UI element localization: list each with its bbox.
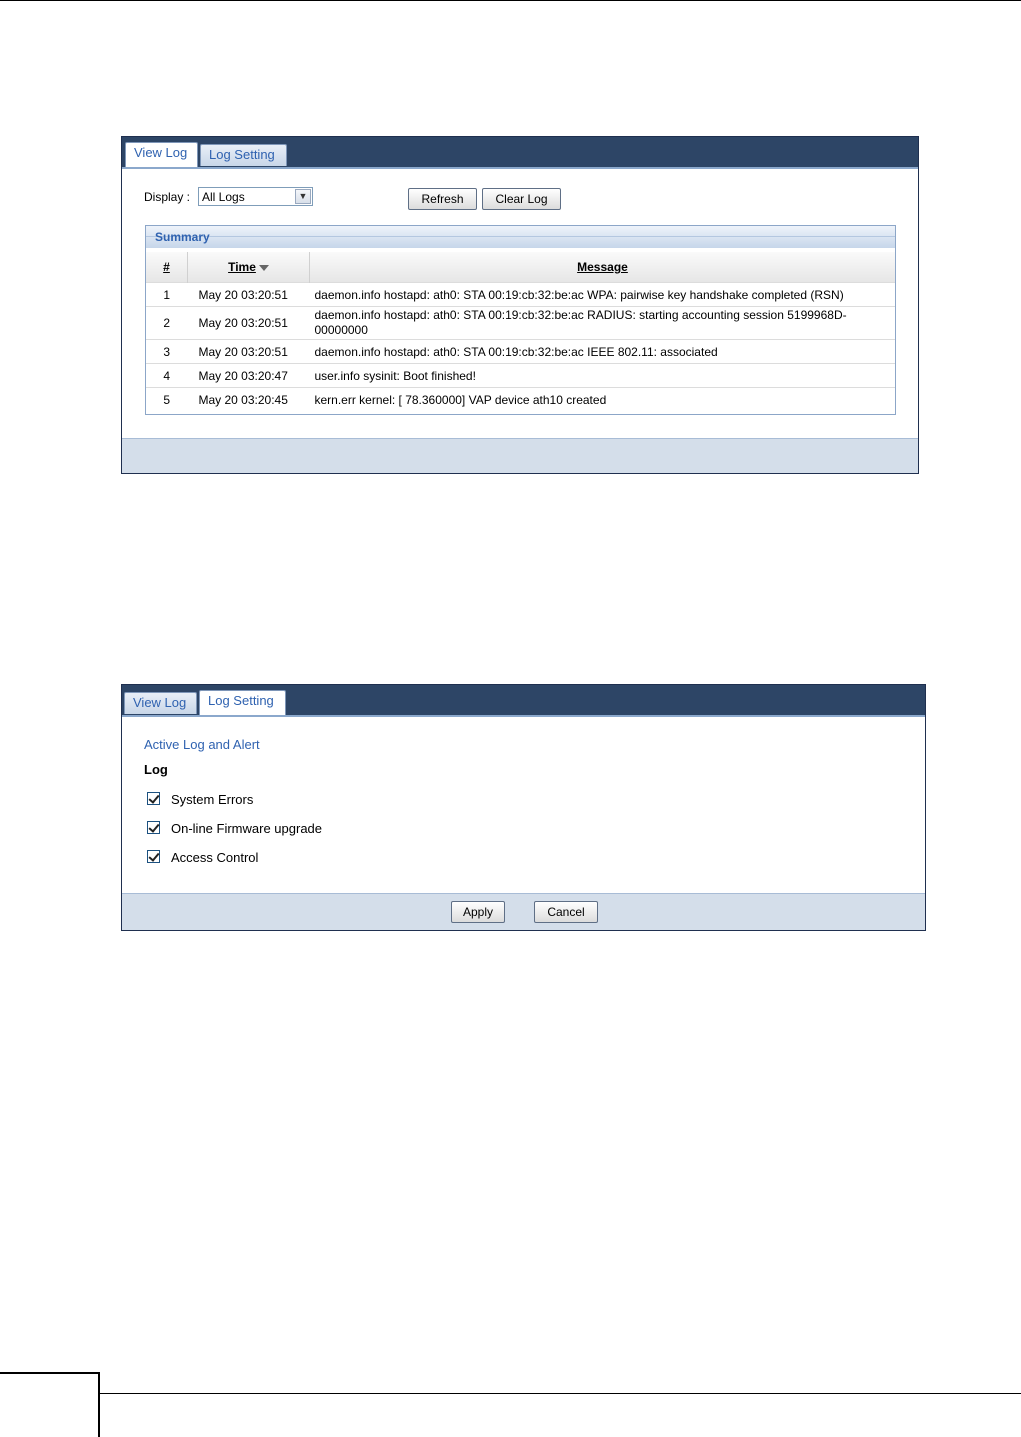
access-control-checkbox[interactable] — [147, 850, 160, 863]
row-message: daemon.info hostapd: ath0: STA 00:19:cb:32:be:ac WPA: pairwise key handshake completed (RSN) — [310, 283, 896, 307]
log-subheading: Log — [144, 762, 168, 777]
row-number: 4 — [146, 364, 188, 388]
sort-descending-icon — [259, 265, 269, 271]
tab-view-log[interactable]: View Log — [125, 142, 198, 167]
column-header-number[interactable]: # — [146, 252, 188, 283]
checkmark-icon — [148, 792, 159, 804]
row-number: 3 — [146, 340, 188, 364]
firmware-upgrade-checkbox[interactable] — [147, 821, 160, 834]
tab-bar — [122, 137, 918, 167]
system-errors-checkbox[interactable] — [147, 792, 160, 805]
row-message: daemon.info hostapd: ath0: STA 00:19:cb:32:be:ac IEEE 802.11: associated — [310, 340, 896, 364]
column-header-time[interactable]: Time — [188, 252, 310, 283]
row-time: May 20 03:20:51 — [188, 307, 310, 340]
row-message: daemon.info hostapd: ath0: STA 00:19:cb:32:be:ac RADIUS: starting accounting session 5199968D-00000000 — [310, 307, 896, 340]
display-label: Display : — [144, 190, 191, 204]
page-top-rule — [0, 0, 1021, 1]
row-message: kern.err kernel: [ 78.360000] VAP device ath10 created — [310, 388, 896, 412]
row-time: May 20 03:20:45 — [188, 388, 310, 412]
tab-log-setting[interactable]: Log Setting — [200, 144, 287, 166]
option-label: Access Control — [171, 850, 259, 865]
column-header-message[interactable]: Message — [310, 252, 896, 283]
tab-underline — [122, 167, 918, 169]
summary-header — [146, 226, 895, 248]
summary-title: Summary — [155, 230, 210, 244]
table-row — [146, 283, 895, 307]
tab-view-log[interactable]: View Log — [124, 692, 197, 714]
summary-section — [145, 225, 896, 415]
tab-bar — [122, 685, 925, 715]
cancel-button[interactable]: Cancel — [534, 901, 598, 923]
table-row — [146, 307, 895, 340]
option-label: On-line Firmware upgrade — [171, 821, 323, 836]
option-label: System Errors — [171, 792, 254, 807]
row-number: 1 — [146, 283, 188, 307]
row-time: May 20 03:20:51 — [188, 283, 310, 307]
panel-footer-bar — [122, 438, 918, 473]
tab-log-setting[interactable]: Log Setting — [199, 690, 286, 715]
row-time: May 20 03:20:51 — [188, 340, 310, 364]
chevron-down-icon[interactable]: ▼ — [295, 189, 311, 204]
row-message: user.info sysinit: Boot finished! — [310, 364, 896, 388]
log-table — [146, 252, 895, 412]
table-row — [146, 340, 895, 364]
tab-underline — [122, 715, 925, 717]
panel-footer-bar — [122, 893, 925, 930]
log-setting-panel — [121, 684, 926, 931]
row-number: 5 — [146, 388, 188, 412]
page-number-box — [0, 1372, 100, 1437]
table-row — [146, 388, 895, 412]
refresh-button[interactable]: Refresh — [408, 188, 477, 210]
page-footer-rule — [99, 1393, 1021, 1394]
row-number: 2 — [146, 307, 188, 340]
table-header-row — [146, 252, 895, 283]
display-select-value: All Logs — [202, 190, 245, 204]
row-time: May 20 03:20:47 — [188, 364, 310, 388]
section-title: Active Log and Alert — [144, 737, 260, 752]
display-select[interactable] — [198, 187, 313, 206]
checkmark-icon — [148, 821, 159, 833]
table-row — [146, 364, 895, 388]
view-log-panel — [121, 136, 919, 474]
apply-button[interactable]: Apply — [451, 901, 505, 923]
checkmark-icon — [148, 850, 159, 862]
clear-log-button[interactable]: Clear Log — [482, 188, 561, 210]
